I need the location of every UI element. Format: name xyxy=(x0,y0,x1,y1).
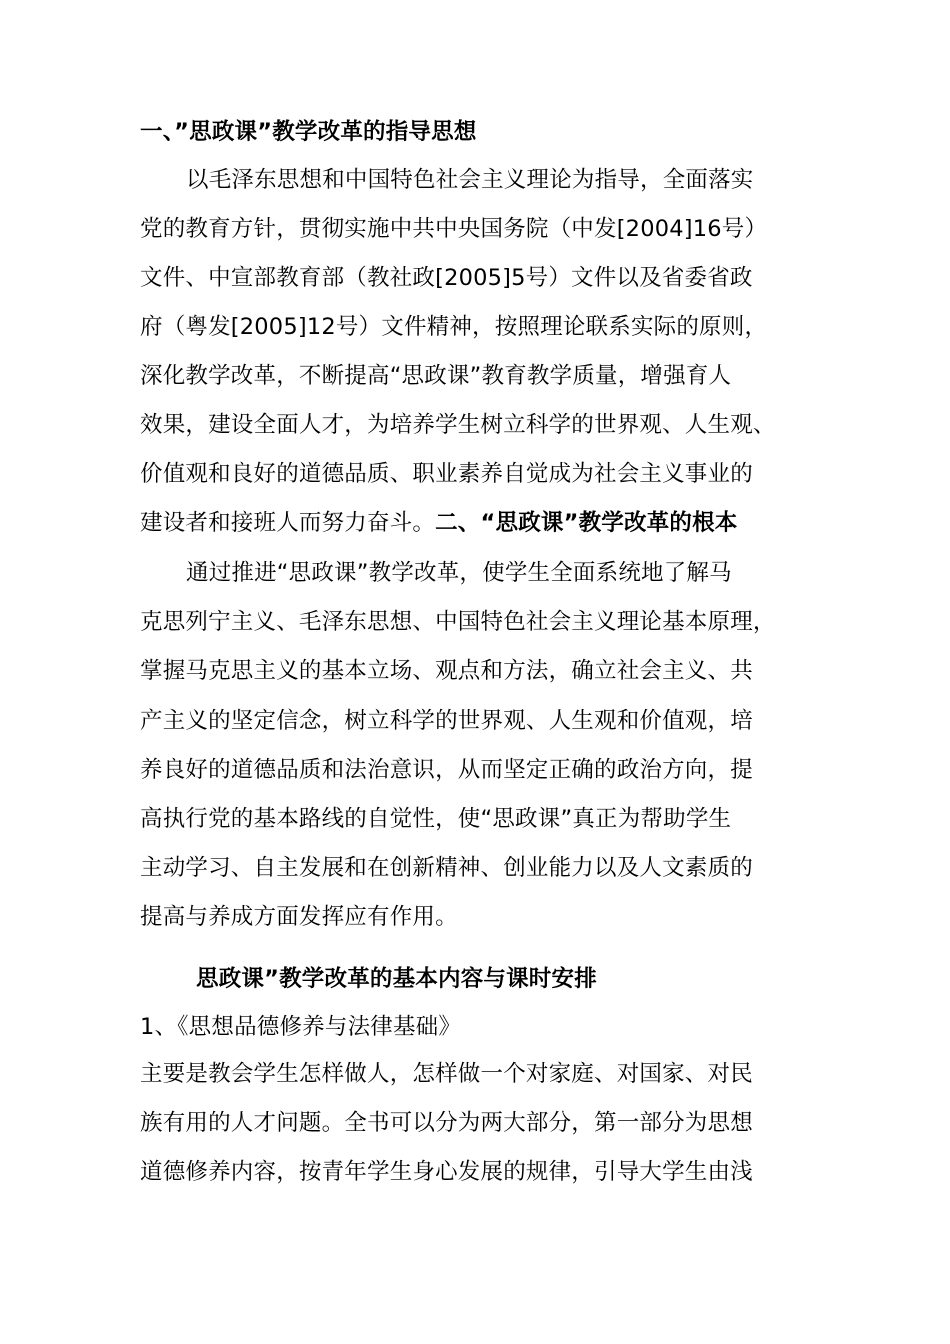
paragraph-line: 养良好的道德品质和法治意识，从而坚定正确的政治方向，提 xyxy=(140,757,753,783)
heading-guiding-ideology: 一、”思政课”教学改革的指导思想 xyxy=(140,119,477,145)
paragraph-line: 克思列宁主义、毛泽东思想、中国特色社会主义理论基本原理， xyxy=(140,609,776,635)
paragraph-line: 主动学习、自主发展和在创新精神、创业能力以及人文素质的 xyxy=(140,855,753,881)
paragraph-line: 文件、中宣部教育部（教社政[2005]5号）文件以及省委省政 xyxy=(140,265,753,291)
heading-content-schedule: 思政课”教学改革的基本内容与课时安排 xyxy=(196,966,597,992)
paragraph-line: 府（粤发[2005]12号）文件精神，按照理论联系实际的原则， xyxy=(140,314,768,340)
paragraph-line: 掌握马克思主义的基本立场、观点和方法，确立社会主义、共 xyxy=(140,658,753,684)
paragraph-line: 族有用的人才问题。全书可以分为两大部分，第一部分为思想 xyxy=(140,1110,753,1136)
item-title: 1、《思想品德修养与法律基础》 xyxy=(140,1014,462,1040)
paragraph-line: 价值观和良好的道德品质、职业素养自觉成为社会主义事业的 xyxy=(140,461,753,487)
paragraph-line-end: 建设者和接班人而努力奋斗。 xyxy=(140,510,436,536)
paragraph-line: 高执行党的基本路线的自觉性，使“思政课”真正为帮助学生 xyxy=(140,806,732,832)
paragraph-line: 主要是教会学生怎样做人，怎样做一个对家庭、对国家、对民 xyxy=(140,1061,753,1087)
paragraph-line: 通过推进“思政课”教学改革，使学生全面系统地了解马 xyxy=(186,560,732,586)
paragraph-line: 党的教育方针，贯彻实施中共中央国务院（中发[2004]16号） xyxy=(140,216,768,242)
paragraph-line: 道德修养内容，按青年学生身心发展的规律，引导大学生由浅 xyxy=(140,1159,753,1185)
paragraph-line: 以毛泽东思想和中国特色社会主义理论为指导，全面落实 xyxy=(186,167,754,193)
paragraph-line: 提高与养成方面发挥应有作用。 xyxy=(140,904,458,930)
paragraph-line: 深化教学改革，不断提高“思政课”教育教学质量，增强育人 xyxy=(140,363,732,389)
heading-fundamental: 二、“思政课”教学改革的根本 xyxy=(435,510,738,536)
paragraph-line: 效果，建设全面人才，为培养学生树立科学的世界观、人生观、 xyxy=(140,412,776,438)
paragraph-line-with-heading xyxy=(140,508,830,538)
paragraph-line: 产主义的坚定信念，树立科学的世界观、人生观和价值观，培 xyxy=(140,708,753,734)
